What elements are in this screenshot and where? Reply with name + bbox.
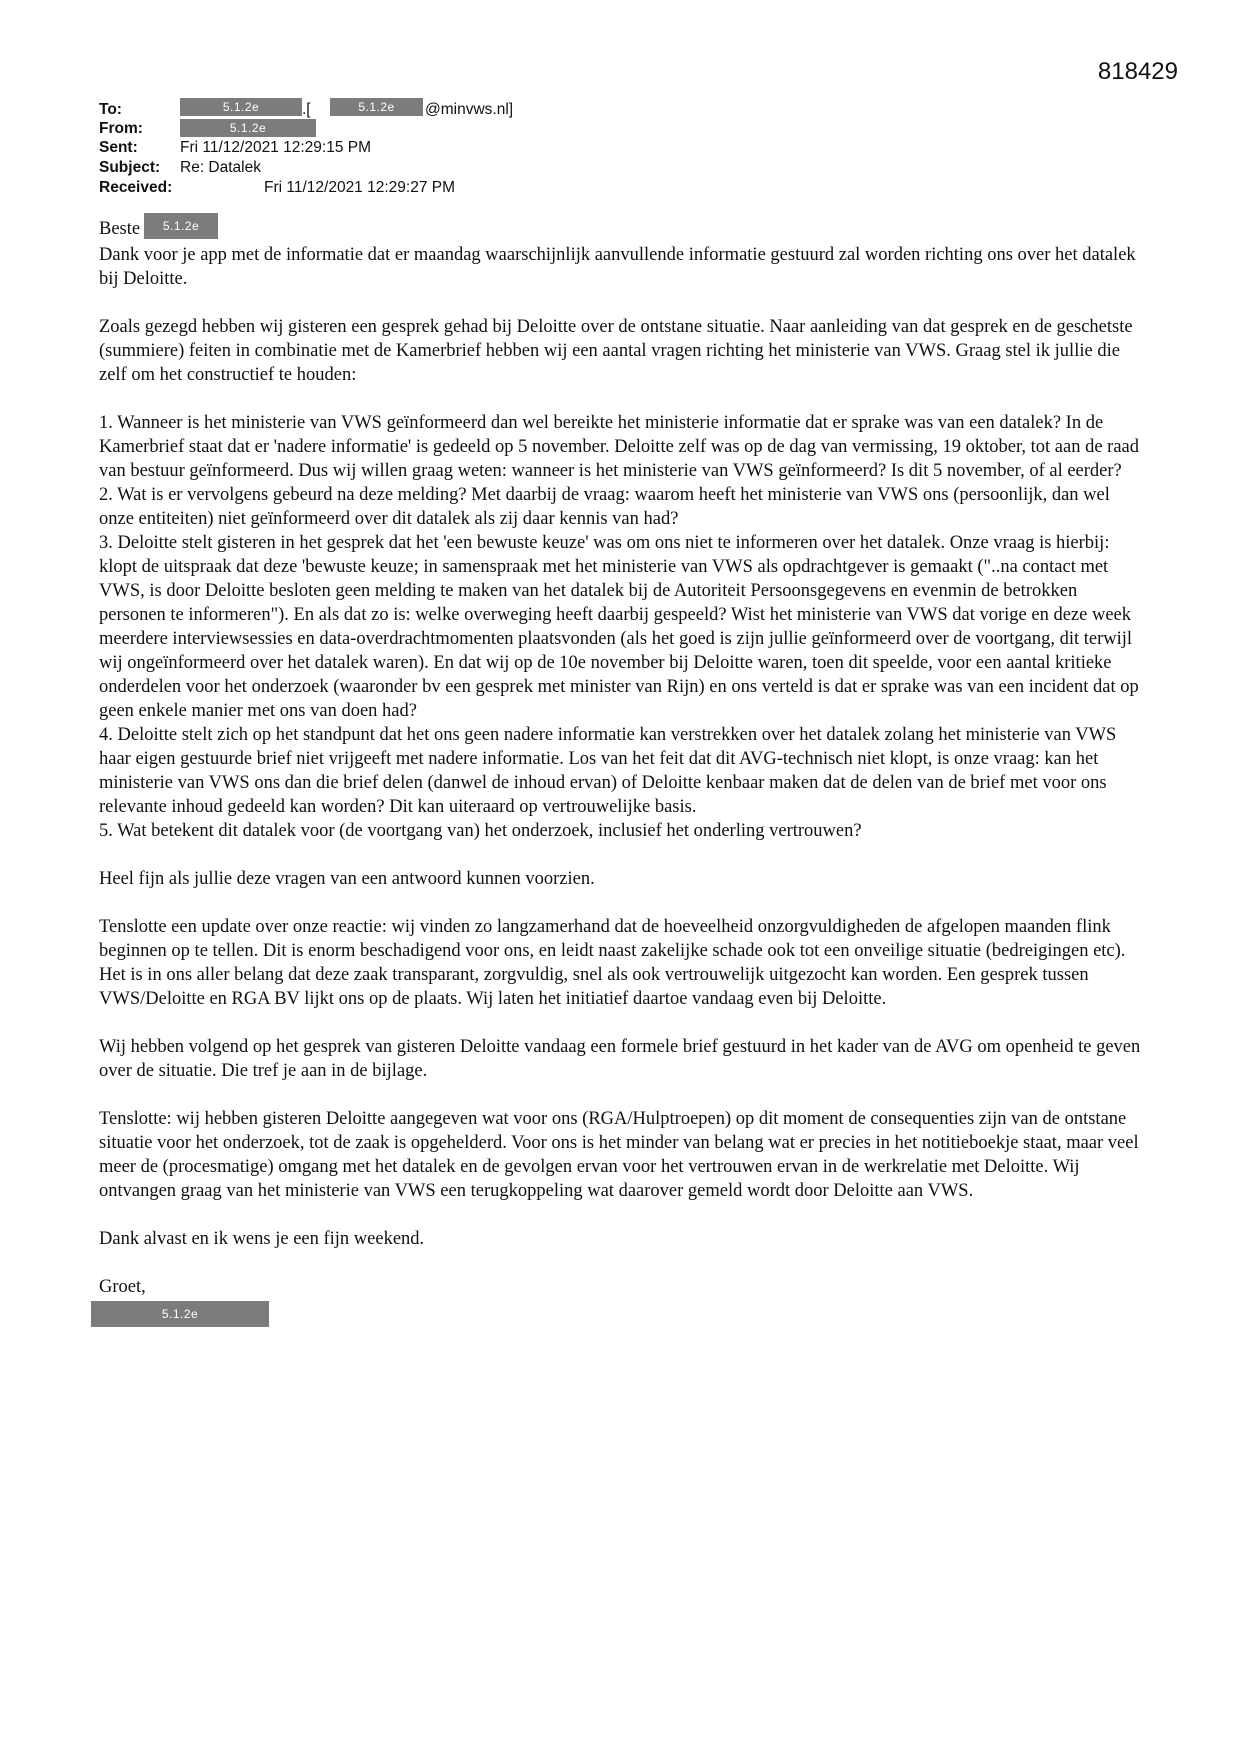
sent-label: Sent:	[99, 139, 138, 156]
redaction-box: 5.1.2e	[180, 98, 302, 116]
question-item: 5. Wat betekent dit datalek voor (de voortgang van) het onderzoek, inclusief het onderling vertrouwen?	[99, 821, 862, 841]
body-paragraph: Wij hebben volgend op het gesprek van gisteren Deloitte vandaag een formele brief gestuurd in het kader van de AVG om openheid te geven over de situatie. Die tref je aan in de bijlage.	[99, 1037, 1141, 1081]
received-label: Received:	[99, 179, 173, 196]
question-item: 3. Deloitte stelt gisteren in het gesprek dat het 'een bewuste keuze' was om ons niet te informeren over het datalek. Onze vraag is hierbij: klopt de uitspraak dat deze 'bewuste keuze; in samenspraak met het ministerie van VWS als opdrachtgever is gemaakt ("..na contact met VWS, is door Deloitte besloten geen melding te maken van het datalek bij de Autoriteit Persoonsgegevens en evenmin de betrokken personen te informeren"). En als dat zo is: welke overweging heeft daarbij gespeeld? Wist het ministerie van VWS dat vorige en deze week meerdere interviewsessies en data-overdrachtmomenten plaatsvonden (als het goed is zijn jullie geïnformeerd over de voortgang, dit terwijl wij ongeïnformeerd over het datalek waren). En dat wij op de 10e november bij Deloitte waren, toen dit speelde, voor een aantal kritieke onderdelen voor het onderzoek (waaronder bv een gesprek met minister van Rijn) en ons verteld is dat er sprake was van een incident dat op geen enkele manier met ons van doen had?	[99, 533, 1139, 721]
body-paragraph: Dank alvast en ik wens je een fijn weekend.	[99, 1229, 425, 1249]
document-number: 818429	[1097, 58, 1178, 85]
signature-redaction: 5.1.2e	[91, 1301, 269, 1327]
to-domain: @minvws.nl]	[425, 101, 514, 118]
body-paragraph: Tenslotte: wij hebben gisteren Deloitte aangegeven wat voor ons (RGA/Hulptroepen) op dit moment de consequenties zijn van de ontstane situatie voor het onderzoek, tot de zaak is opgehelderd. Voor ons is het minder van belang wat er precies in het notitieboekje staat, maar veel meer de (procesmatige) omgang met het datalek en de gevolgen ervan voor het vertrouwen ervan in de werkrelatie met Deloitte. Wij ontvangen graag van het ministerie van VWS een terugkoppeling wat daarover gemeld wordt door Deloitte aan VWS.	[99, 1109, 1139, 1201]
email-body	[99, 243, 1144, 1327]
subject-value: Re: Datalek	[180, 159, 261, 176]
body-paragraph: Dank voor je app met de informatie dat er maandag waarschijnlijk aanvullende informatie gestuurd zal worden richting ons over het datalek bij Deloitte.	[99, 245, 1136, 289]
from-label: From:	[99, 120, 143, 137]
body-paragraph: Tenslotte een update over onze reactie: wij vinden zo langzamerhand dat de hoeveelheid onzorgvuldigheden de afgelopen maanden flink beginnen op te tellen. Dit is enorm beschadigend voor ons, en leidt naast zakelijke schade ook tot een onveilige situatie (bedreigingen etc). Het is in ons aller belang dat deze zaak transparant, zorgvuldig, snel als ook vertrouwelijk uitgezocht kan worden. Een gesprek tussen VWS/Deloitte en RGA BV lijkt ons op de plaats. Wij laten het initiatief daartoe vandaag even bij Deloitte.	[99, 917, 1126, 1009]
question-item: 2. Wat is er vervolgens gebeurd na deze melding? Met daarbij de vraag: waarom heeft het ministerie van VWS ons (persoonlijk, dan wel onze entiteiten) niet geïnformeerd over dit datalek als zij daar kennis van had?	[99, 485, 1110, 529]
subject-label: Subject:	[99, 159, 161, 176]
redaction-box: 5.1.2e	[180, 119, 316, 137]
redaction-box: 5.1.2e	[144, 213, 218, 239]
sent-value: Fri 11/12/2021 12:29:15 PM	[180, 139, 372, 156]
to-label: To:	[99, 101, 122, 118]
to-bracket: .[	[302, 101, 311, 118]
body-paragraph: Zoals gezegd hebben wij gisteren een gesprek gehad bij Deloitte over de ontstane situatie. Naar aanleiding van dat gesprek en de geschetste (summiere) feiten in combinatie met de Kamerbrief hebben wij een aantal vragen richting het ministerie van VWS. Graag stel ik jullie die zelf om het constructief te houden:	[99, 317, 1133, 385]
received-value: Fri 11/12/2021 12:29:27 PM	[264, 179, 456, 196]
greeting: Beste	[99, 219, 141, 239]
question-item: 4. Deloitte stelt zich op het standpunt dat het ons geen nadere informatie kan verstrekken over het datalek zolang het ministerie van VWS haar eigen gestuurde brief niet vrijgeeft met nadere informatie. Los van het feit dat dit AVG-technisch niet klopt, is onze vraag: kan het ministerie van VWS ons dan die brief delen (danwel de inhoud ervan) of Deloitte kenbaar maken dat de delen van de brief met voor ons relevante inhoud gedeeld kan worden? Dit kan uiteraard op vertrouwelijke basis.	[99, 725, 1117, 817]
question-item: 1. Wanneer is het ministerie van VWS geïnformeerd dan wel bereikte het ministerie informatie dat er sprake was van een datalek? In de Kamerbrief staat dat er 'nadere informatie' is gedeeld op 5 november. Deloitte zelf was op de dag van vermissing, 19 oktober, tot aan de raad van bestuur geïnformeerd. Dus wij willen graag weten: wanneer is het ministerie van VWS geïnformeerd? Is dit 5 november, of al eerder?	[99, 413, 1140, 481]
redaction-box: 5.1.2e	[330, 98, 423, 116]
body-paragraph: Heel fijn als jullie deze vragen van een antwoord kunnen voorzien.	[99, 869, 595, 889]
closing: Groet,	[99, 1277, 146, 1297]
